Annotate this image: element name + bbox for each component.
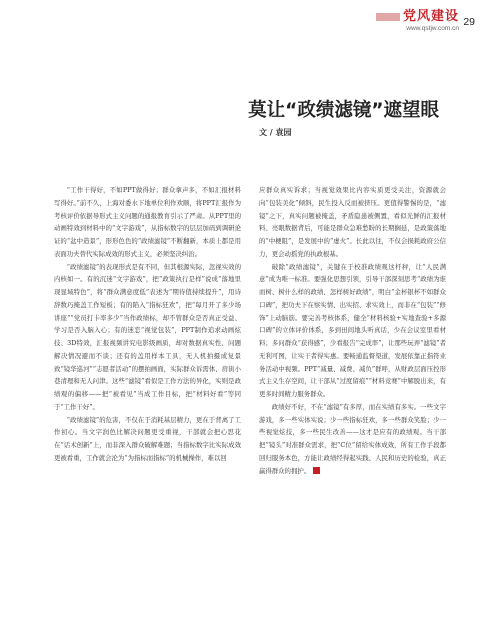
end-mark-icon bbox=[313, 467, 320, 474]
paragraph-last bbox=[259, 401, 446, 478]
page-number: 29 bbox=[463, 16, 475, 28]
site-url: www.qstjw.com.cn bbox=[406, 25, 459, 32]
article-title: 莫让“政绩滤镜”遮望眼 bbox=[248, 100, 439, 121]
paragraph: 应群众真实诉求；当视觉效果比内容实质更受关注，资源就会向“包装美化”倾斜，民生投入反而被挤压。更值得警惕的是，“滤镜”之下，真实问题被掩盖，矛盾隐患被侧置，看似光鲜的汇报材料、亮眼数据背后，可能是群众急难愁盼的长期搁延，是政策落地的“中梗阻”，是发展中的“虚火”。长此以往，不仅会损耗政府公信力，更会动摇党的执政根基。 bbox=[259, 186, 446, 258]
logo-text: 党风建设 bbox=[402, 9, 459, 24]
paragraph: “政绩滤镜”的表现形式是有不同，但其根源实际，忽视实效的内核如一。有的沉迷“文字游戏”，把“政策执行是样”说成“落地里现显域特色”，将“群众满意度低”表述为“期待值持续提升”，用诗辞数巧掩盖工作短板；有的陷入“指标狂欢”，把“每月开了多少场讲座”“党员打卡率多少”当作政绩标，却不管群众是否真正受益、学习是否入脑入心；有的迷恋“视觉包装”，PPT制作追求动画炫技、3D特效，汇报视频讲究电影级画质，却对数据真实性、问题解决情况避而不谈；还有的盖用样本工具，无人机拍摄成复景致“镜华巡河”“志愿者活动”的摆拍画面，实际群众诉需体、肩街小巷清理和无人问津。这些“滤镜”看似是工作方法的异化，实则是政绩观的偏移——把“被看见”当成工作目标，把“材料好看”等同于“工作干好”。 bbox=[54, 262, 241, 411]
paragraph-text: 政绩好不好，不在“滤镜”有多厚，而在实绩有多实。一些文字游戏，多一些实体实说；少一些指标狂欢，多一些群众笑脸；少一些视觉炫技，多一些民生改善——这才是应有的政绩观。当干部把“镜头”对准群众需求，把“C位”留给实体成效，所有工作手段都回归服务本色，方能让政绩经得起实践、人民和历史的检验，真正赢得群众的拥护。 bbox=[259, 402, 446, 475]
magazine-logo bbox=[376, 10, 459, 24]
paragraph: “工作干得好，不如PPT做得好；群众拿声多，不如汇报材料写得好。”前不久，上海对委水下地单位利作欢顺，将PPT汇报作为考核评价依据导形式主义问题的通报教育引示了严肃。从PPT里的动画特效到材料中的“文字游戏”，从指标数字的层层加码到调研论证的“盆中造景”，形形色色的“政绩滤镜”不断翻新，本质上都是用表面功夫替代实际成效的形式主义，必须坚决纠治。 bbox=[54, 186, 241, 258]
paragraph: 破除“政绩滤镜”，关键在于校准政绩观这杆秤，让“人民满意”成为唯一标准。要强化思想引领，引导干部深刻思考“政绩为谁而树、树什么样的政绩、怎样树好政绩”，明白“金杯银杯不如群众口碑”，把功夫下在察实情、出实招、求实效上，而非在“包装”“修饰”上动脑筋。要完善考核体系，健全“材料核验+实地查验+多源口碑”的立体评价体系，多到田间地头听真话，少在会议室里看材料；多问群众“获得感”，少看报告“完成率”，让那些玩弄“滤镜”者无利可图，让实干者得实惠。要畅通监督渠道，发展依靠正指符业务活动中视频。PPT“减量、减费、减负”群呼，从财政层面压控形式主义生存空间，让干部从“过度留痕”“材料竞赛”中解脱出来，有更多时间精力服务群众。 bbox=[259, 262, 446, 398]
logo-bar-icon bbox=[376, 13, 400, 21]
column-right bbox=[259, 184, 446, 477]
article-author: 文 / 袁园 bbox=[259, 128, 292, 137]
paragraph: “政绩滤镜”的危害，不仅在于消耗基层精力，更在于背离了工作初心。当文字润色比解决问题更受重视，干部就会把心思花在“话术创新”上，而非深入群众破解难题；当指标数字比实际成效更被看重，工作就会沦为“为指标而指标”的机械操作，难以回 bbox=[54, 415, 241, 462]
masthead bbox=[376, 10, 459, 33]
column-left bbox=[54, 184, 241, 465]
